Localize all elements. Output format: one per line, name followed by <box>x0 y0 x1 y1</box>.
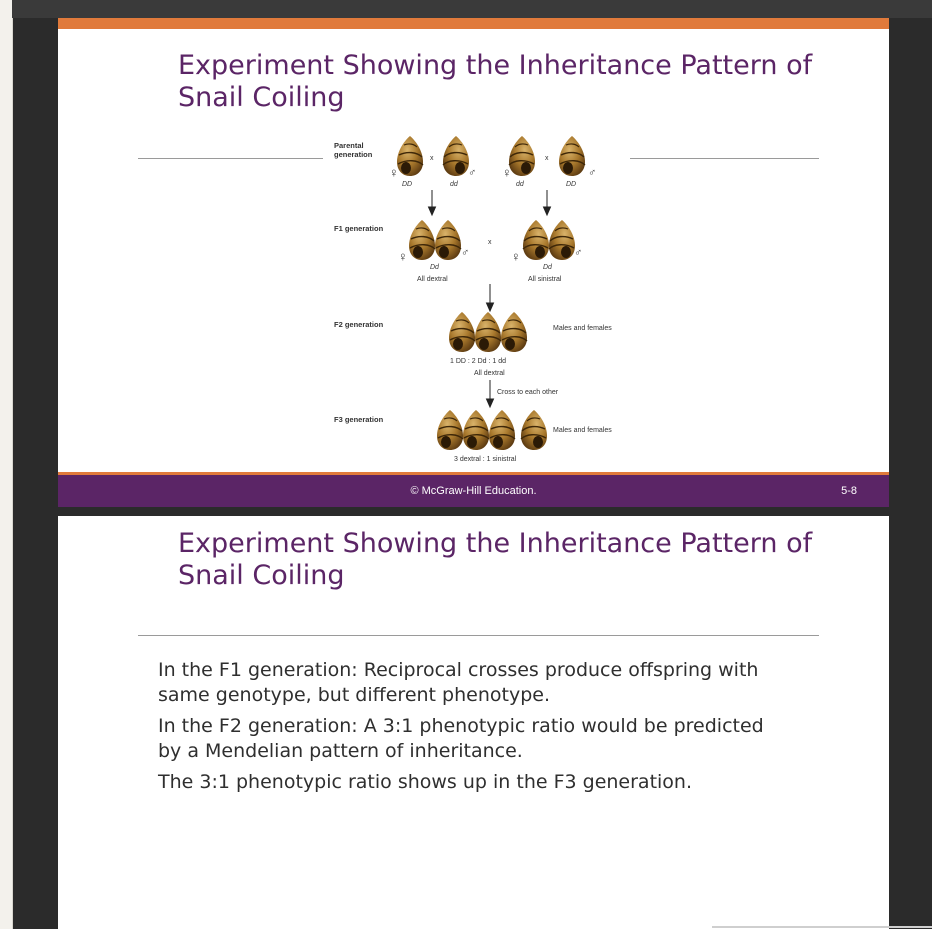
female-symbol: ♀ <box>511 249 521 264</box>
label-f1-generation: F1 generation <box>334 224 384 233</box>
label-f3-generation: F3 generation <box>334 415 384 424</box>
arrow-down <box>487 380 494 407</box>
snail-parent-male-sinistral <box>443 136 469 176</box>
cross-each-other-label: Cross to each other <box>497 389 559 396</box>
title-rule <box>138 635 819 636</box>
snail-f1-sinistral <box>549 220 575 260</box>
all-sinistral-label: All sinistral <box>528 276 562 283</box>
male-symbol: ♂ <box>588 167 597 179</box>
snail-f3-dextral <box>489 410 515 450</box>
cross-symbol: x <box>430 155 434 162</box>
males-and-females-label: Males and females <box>553 325 612 332</box>
footer-copyright: © McGraw-Hill Education. <box>410 485 537 497</box>
all-dextral-label: All dextral <box>474 370 505 377</box>
snail-f3-dextral <box>463 410 489 450</box>
genotype-label: DD <box>566 181 577 188</box>
bullet-text: In the F1 generation: Reciprocal crosses produce offspring with same genotype, but different phenotype. <box>158 659 759 706</box>
snail-f1-dextral <box>435 220 461 260</box>
snail-f2 <box>449 312 475 352</box>
female-symbol: ♀ <box>389 165 399 180</box>
female-symbol: ♀ <box>502 165 512 180</box>
snail-f1-dextral <box>409 220 435 260</box>
male-symbol: ♂ <box>574 247 583 259</box>
snail-parent-female-dextral <box>397 136 423 176</box>
genotype-label: dd <box>450 181 458 188</box>
snail-f2 <box>501 312 527 352</box>
cross-symbol: x <box>488 239 492 246</box>
all-dextral-label: All dextral <box>417 276 448 283</box>
snail-parent-female-sinistral <box>509 136 535 176</box>
slide-title: Experiment Showing the Inheritance Pattern of Snail Coiling <box>178 528 813 591</box>
slide-footer <box>58 475 889 507</box>
female-symbol: ♀ <box>398 249 408 264</box>
cross-symbol: x <box>545 155 549 162</box>
label-parental-generation: Parental generation <box>334 141 373 159</box>
snail-f1-sinistral <box>523 220 549 260</box>
arrow-down <box>487 284 494 311</box>
slide-body <box>158 658 778 801</box>
f3-ratio-label: 3 dextral : 1 sinistral <box>454 456 517 463</box>
snail-f3-dextral <box>437 410 463 450</box>
label-f2-generation: F2 generation <box>334 320 384 329</box>
bullet-text: In the F2 generation: A 3:1 phenotypic ratio would be predicted by a Mendelian pattern of inheritance. <box>158 715 764 762</box>
f2-ratio-label: 1 DD : 2 Dd : 1 dd <box>450 358 507 365</box>
top-strip <box>12 0 932 18</box>
corner-divider <box>712 926 932 928</box>
slide-2[interactable] <box>58 516 889 929</box>
slide-title: Experiment Showing the Inheritance Pattern of Snail Coiling <box>178 50 813 113</box>
genotype-label: DD <box>402 181 413 188</box>
arrow-down <box>429 190 551 215</box>
bullet-text: The 3:1 phenotypic ratio shows up in the F3 generation. <box>158 771 693 793</box>
snail-inheritance-diagram <box>58 18 889 472</box>
male-symbol: ♂ <box>461 247 470 259</box>
slide-number: 5-8 <box>841 485 857 497</box>
male-symbol: ♂ <box>468 167 477 179</box>
genotype-label: Dd <box>430 264 439 271</box>
snail-f2 <box>475 312 501 352</box>
left-gutter <box>0 0 13 929</box>
snail-parent-male-dextral <box>559 136 585 176</box>
genotype-label: dd <box>516 181 524 188</box>
genotype-label: Dd <box>543 264 552 271</box>
slide-1[interactable] <box>58 18 889 507</box>
snail-f3-sinistral <box>521 410 547 450</box>
males-and-females-label: Males and females <box>553 427 612 434</box>
